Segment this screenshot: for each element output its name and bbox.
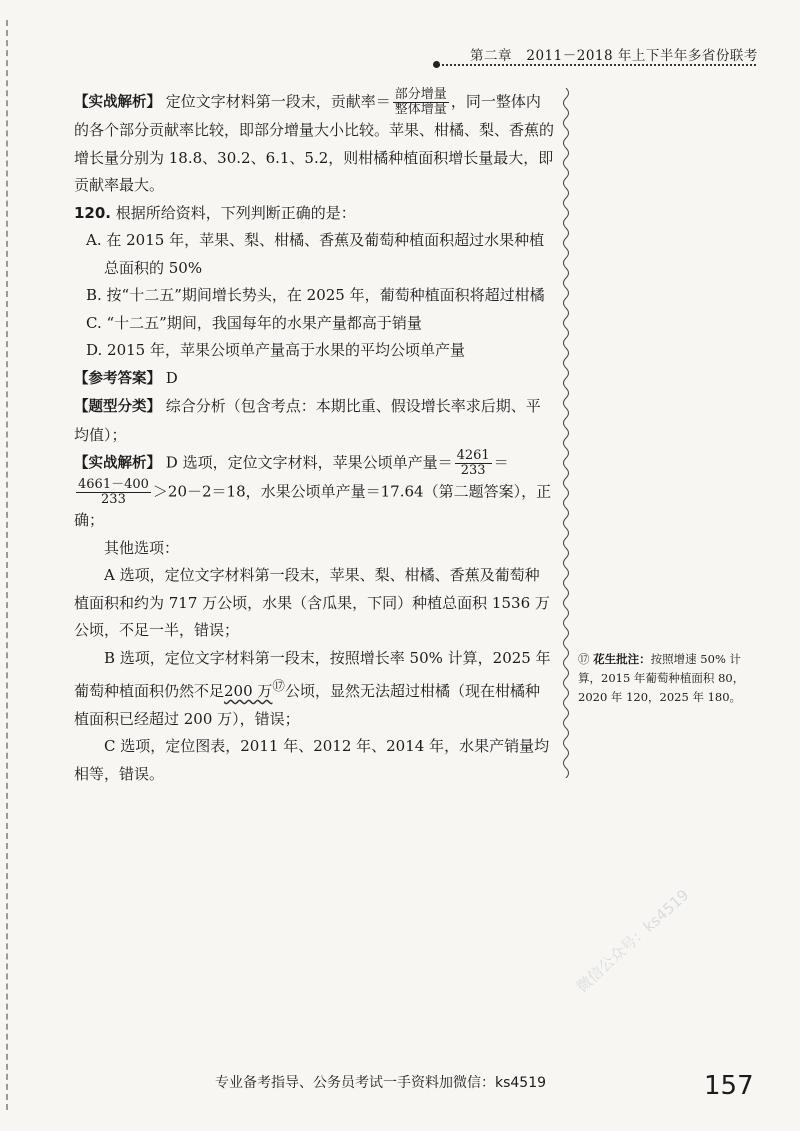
chapter-label: 第二章: [470, 48, 512, 64]
analysis-option-a: A 选项，定位文字材料第一段末，苹果、梨、柑橘、香蕉及葡萄种植面积和约为 717 万公顷，水果（含瓜果，下同）种植总面积 1536 万公顷，不足一半，错误；: [74, 566, 550, 639]
section-head: 【实战解析】: [74, 94, 161, 111]
analysis-option-b: B 选项，定位文字材料第一段末，按照增长率 50% 计算，2025 年葡萄种植面积仍然不足200 万⑰公顷，显然无法超过柑橘（现在柑橘种植面积已经超过 200 万），错误；: [74, 648, 551, 728]
category-line: 【题型分类】 综合分析（包含考点：本期比重、假设增长率求后期、平均值）；: [74, 397, 541, 444]
page-number: 157: [704, 1071, 754, 1101]
wavy-margin-divider: [560, 88, 572, 778]
annotation-marker: ⑰: [578, 652, 590, 666]
fraction: $\frac{4261}{233}$: [456, 448, 490, 478]
footnote-marker: ⑰: [272, 678, 285, 693]
answer-value: D: [165, 368, 178, 387]
option-c: C. “十二五”期间，我国每年的水果产量都高于销量: [86, 313, 422, 332]
main-column: [74, 88, 554, 788]
question-stem: 120. 根据所给资料，下列判断正确的是：: [74, 203, 356, 222]
binding-margin-line: [6, 20, 8, 1110]
answer-line: 【参考答案】 D: [74, 368, 178, 387]
watermark-text: 微信公众号：ks4519: [572, 885, 693, 996]
footer-text: 专业备考指导、公务员考试一手资料加微信：ks4519: [215, 1075, 547, 1091]
analysis-paragraph-119: 【实战解析】 定位文字材料第一段末，贡献率＝ $\frac{\text{部分增量}}{\text{整体增量}}$ ，同一整体内的各个部分贡献率比较，即部分增量大小比较。苹果、柑橘、梨、香蕉的增长量分别为 18.8、30.2、6.1、5.2，则柑橘种植面积增长量最大，即贡献率最大。: [74, 87, 555, 194]
fraction: $\frac{\text{部分增量}}{\text{整体增量}}$: [394, 87, 447, 117]
other-options-label: 其他选项：: [104, 538, 180, 557]
option-a: A. 在 2015 年，苹果、梨、柑橘、香蕉及葡萄种植面积超过水果种植总面积的 50%: [86, 231, 545, 277]
wavy-underlined-text: 200 万: [224, 682, 273, 700]
annotation-text: 按照增速 50% 计算，2015 年葡萄种植面积 80，2020 年 120，2025 年 180。: [578, 652, 745, 704]
question-number: 120.: [74, 203, 112, 222]
analysis-paragraph-120: 【实战解析】 D 选项，定位文字材料，苹果公顷单产量＝ $\frac{4261}{233}$ ＝ $\frac{4661-400}{233}$ ＞20－2＝18，水果公顷单产量＝17.64（第二题答案），正确；: [74, 448, 552, 529]
analysis-option-c: C 选项，定位图表，2011 年、2012 年、2014 年，水果产销量均相等，错误。: [74, 737, 550, 783]
header-title: 2011－2018 年上下半年多省份联考: [526, 48, 758, 64]
annotation-title: 花生批注：: [593, 652, 651, 666]
option-b: B. 按“十二五”期间增长势头，在 2025 年，葡萄种植面积将超过柑橘: [86, 286, 545, 304]
option-d: D. 2015 年，苹果公顷单产量高于水果的平均公顷单产量: [86, 341, 465, 359]
header-rule: [438, 64, 756, 66]
running-header: [470, 44, 758, 64]
side-annotation: [578, 650, 758, 707]
fraction: $\frac{4661-400}{233}$: [78, 477, 149, 507]
